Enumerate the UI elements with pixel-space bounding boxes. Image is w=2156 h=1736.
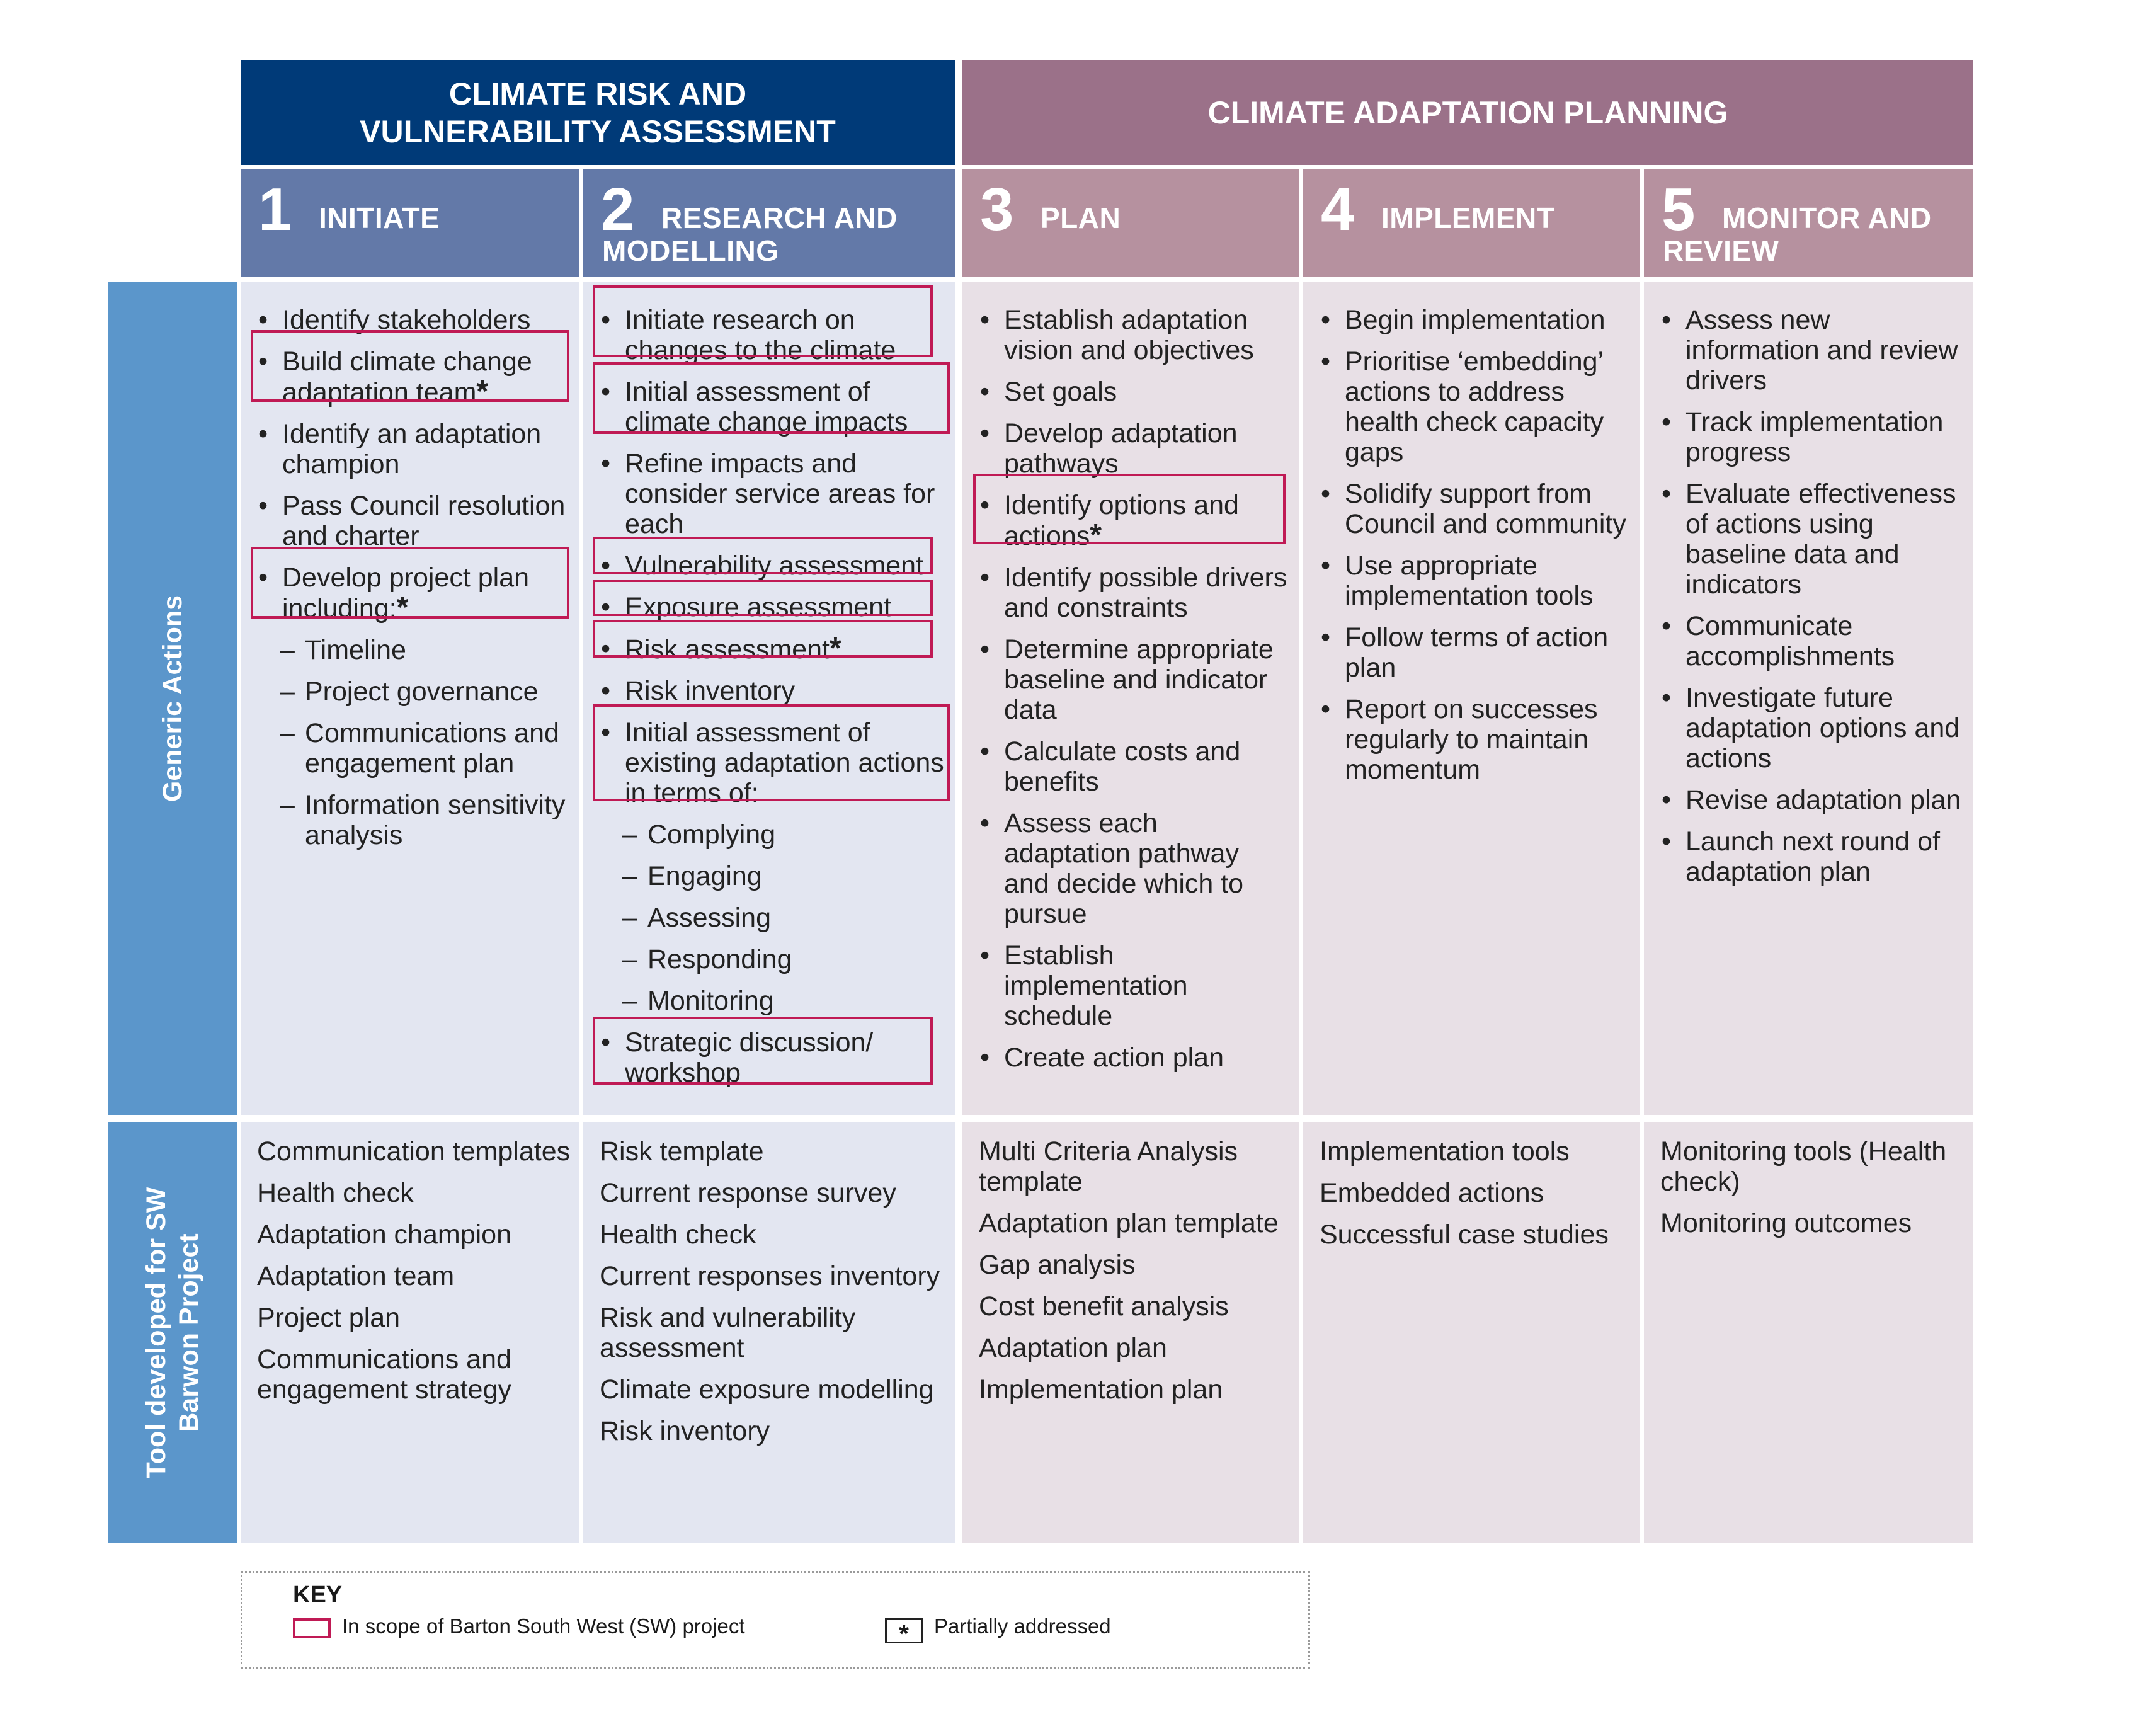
in-scope-highlight: [251, 547, 569, 619]
partial-star-icon: *: [885, 1618, 923, 1643]
key-title: KEY: [293, 1582, 343, 1608]
phase-header-planning: CLIMATE ADAPTATION PLANNING: [962, 60, 1973, 165]
stage-header-monitor: [1644, 169, 1973, 277]
list-item: • Build climate change adaptation team*: [258, 346, 532, 408]
sub-item: – Responding: [622, 944, 792, 974]
partial-star-icon: *: [1090, 518, 1102, 552]
actions-cell-initiate: [241, 282, 579, 1115]
list-item: Monitoring outcomes: [1660, 1208, 1912, 1238]
in-scope-swatch-icon: [293, 1618, 331, 1638]
list-item: • Follow terms of action plan: [1321, 622, 1609, 683]
list-item: Health check: [600, 1219, 756, 1250]
list-item: • Use appropriate implementation tools: [1321, 551, 1594, 611]
stage-title: IMPLEMENT: [1381, 202, 1555, 234]
list-item: • Investigate future adaptation options and actions: [1662, 683, 1960, 774]
list-item: • Refine impacts and consider service areas for each: [601, 448, 935, 539]
stage-number: 5: [1662, 176, 1696, 243]
partial-star-icon: *: [396, 591, 409, 624]
in-scope-highlight: [593, 362, 950, 434]
list-item: • Pass Council resolution and charter: [258, 491, 566, 551]
in-scope-highlight: [251, 330, 569, 402]
list-item: Cost benefit analysis: [979, 1291, 1229, 1322]
list-item: • Develop adaptation pathways: [980, 418, 1238, 479]
list-item: Current response survey: [600, 1178, 896, 1208]
stage-header-research: [583, 169, 955, 277]
key-partial-label: Partially addressed: [934, 1614, 1111, 1638]
in-scope-highlight: [593, 704, 950, 801]
tools-cell-research: [583, 1122, 955, 1543]
key-in-scope-label: In scope of Barton South West (SW) project: [342, 1614, 745, 1638]
list-item: • Risk inventory: [601, 676, 796, 706]
list-item: • Establish implementation schedule: [980, 940, 1188, 1031]
list-item: • Identify stakeholders: [258, 305, 531, 335]
sub-item: – Timeline: [280, 635, 406, 665]
list-item: • Evaluate effectiveness of actions using baseline data and indicators: [1662, 479, 1956, 600]
stage-header-plan: [962, 169, 1299, 277]
list-item: Implementation plan: [979, 1374, 1223, 1405]
list-item: • Assess new information and review drivers: [1662, 305, 1958, 396]
list-item: • Identify options and actions*: [980, 490, 1239, 552]
list-item: • Prioritise ‘embedding’ actions to address health check capacity gaps: [1321, 346, 1604, 467]
list-item: Embedded actions: [1320, 1178, 1544, 1208]
stage-title: MONITOR AND REVIEW: [1663, 202, 1932, 267]
partial-star-icon: *: [829, 632, 841, 665]
list-item: • Exposure assessment: [601, 592, 892, 622]
list-item: Climate exposure modelling: [600, 1374, 934, 1405]
tools-cell-implement: [1303, 1122, 1640, 1543]
list-item: • Solidify support from Council and community: [1321, 479, 1626, 539]
list-item: Health check: [257, 1178, 414, 1208]
list-item: Multi Criteria Analysis template: [979, 1136, 1238, 1197]
list-item: • Identify an adaptation champion: [258, 419, 542, 479]
list-item: Risk template: [600, 1136, 764, 1167]
list-item: • Initiate research on changes to the climate: [601, 305, 896, 365]
list-item: Gap analysis: [979, 1250, 1136, 1280]
list-item: • Vulnerability assessment: [601, 551, 924, 581]
list-item: Implementation tools: [1320, 1136, 1570, 1167]
stage-title: RESEARCH AND MODELLING: [602, 202, 898, 267]
stage-title: INITIATE: [319, 202, 440, 234]
in-scope-highlight: [593, 285, 933, 357]
sub-item: – Communications and engagement plan: [280, 718, 559, 779]
list-item: • Assess each adaptation pathway and decide which to pursue: [980, 808, 1244, 929]
list-item: • Create action plan: [980, 1042, 1224, 1073]
list-item: Current responses inventory: [600, 1261, 940, 1291]
legend-key: [241, 1571, 1310, 1669]
stage-header-initiate: [241, 169, 579, 277]
in-scope-highlight: [973, 474, 1286, 544]
stage-number: 2: [601, 176, 635, 243]
tools-cell-plan: [962, 1122, 1299, 1543]
in-scope-highlight: [593, 620, 933, 658]
list-item: Project plan: [257, 1303, 401, 1333]
list-item: Monitoring tools (Health check): [1660, 1136, 1947, 1197]
list-item: Communications and engagement strategy: [257, 1344, 511, 1405]
list-item: Adaptation team: [257, 1261, 455, 1291]
actions-cell-monitor: [1644, 282, 1973, 1115]
list-item: • Establish adaptation vision and objectives: [980, 305, 1254, 365]
in-scope-highlight: [593, 1017, 933, 1085]
list-item: Successful case studies: [1320, 1219, 1609, 1250]
sub-item: – Complying: [622, 819, 776, 850]
stage-number: 4: [1321, 176, 1355, 243]
partial-star-icon: *: [476, 375, 489, 408]
in-scope-highlight: [593, 537, 933, 574]
row-label-generic-actions: Generic Actions: [108, 282, 237, 1115]
list-item: • Determine appropriate baseline and indicator data: [980, 634, 1274, 725]
list-item: • Strategic discussion/ workshop: [601, 1027, 874, 1088]
list-item: Risk inventory: [600, 1416, 770, 1446]
sub-item: – Project governance: [280, 677, 539, 707]
list-item: • Communicate accomplishments: [1662, 611, 1895, 671]
list-item: • Risk assessment*: [601, 632, 841, 665]
list-item: • Set goals: [980, 377, 1117, 407]
list-item: • Begin implementation: [1321, 305, 1606, 335]
phase-header-assessment: CLIMATE RISK AND VULNERABILITY ASSESSMENT: [241, 60, 955, 165]
list-item: • Revise adaptation plan: [1662, 785, 1961, 815]
sub-item: – Assessing: [622, 903, 771, 933]
tools-cell-initiate: [241, 1122, 579, 1543]
list-item: • Initial assessment of existing adaptation actions in terms of:: [601, 717, 944, 808]
list-item: • Initial assessment of climate change impacts: [601, 377, 908, 437]
list-item: Communication templates: [257, 1136, 571, 1167]
list-item: • Track implementation progress: [1662, 407, 1944, 467]
list-item: • Calculate costs and benefits: [980, 736, 1241, 797]
sub-item: – Information sensitivity analysis: [280, 790, 566, 850]
sub-item: – Engaging: [622, 861, 762, 891]
row-label-tools: Tool developed for SW Barwon Project: [108, 1122, 237, 1543]
list-item: • Develop project plan including:*: [258, 562, 530, 624]
stage-number: 3: [980, 176, 1014, 243]
stage-number: 1: [258, 176, 292, 243]
list-item: Adaptation plan template: [979, 1208, 1279, 1238]
list-item: Adaptation champion: [257, 1219, 512, 1250]
list-item: Adaptation plan: [979, 1333, 1167, 1363]
list-item: • Report on successes regularly to maintain momentum: [1321, 694, 1598, 785]
list-item: • Identify possible drivers and constraints: [980, 562, 1287, 623]
sub-item: – Monitoring: [622, 986, 774, 1016]
tools-cell-monitor: [1644, 1122, 1973, 1543]
in-scope-highlight: [593, 580, 933, 616]
stage-title: PLAN: [1041, 202, 1121, 234]
stage-header-implement: [1303, 169, 1640, 277]
list-item: Risk and vulnerability assessment: [600, 1303, 856, 1363]
list-item: • Launch next round of adaptation plan: [1662, 826, 1941, 887]
actions-cell-implement: [1303, 282, 1640, 1115]
actions-cell-plan: [962, 282, 1299, 1115]
